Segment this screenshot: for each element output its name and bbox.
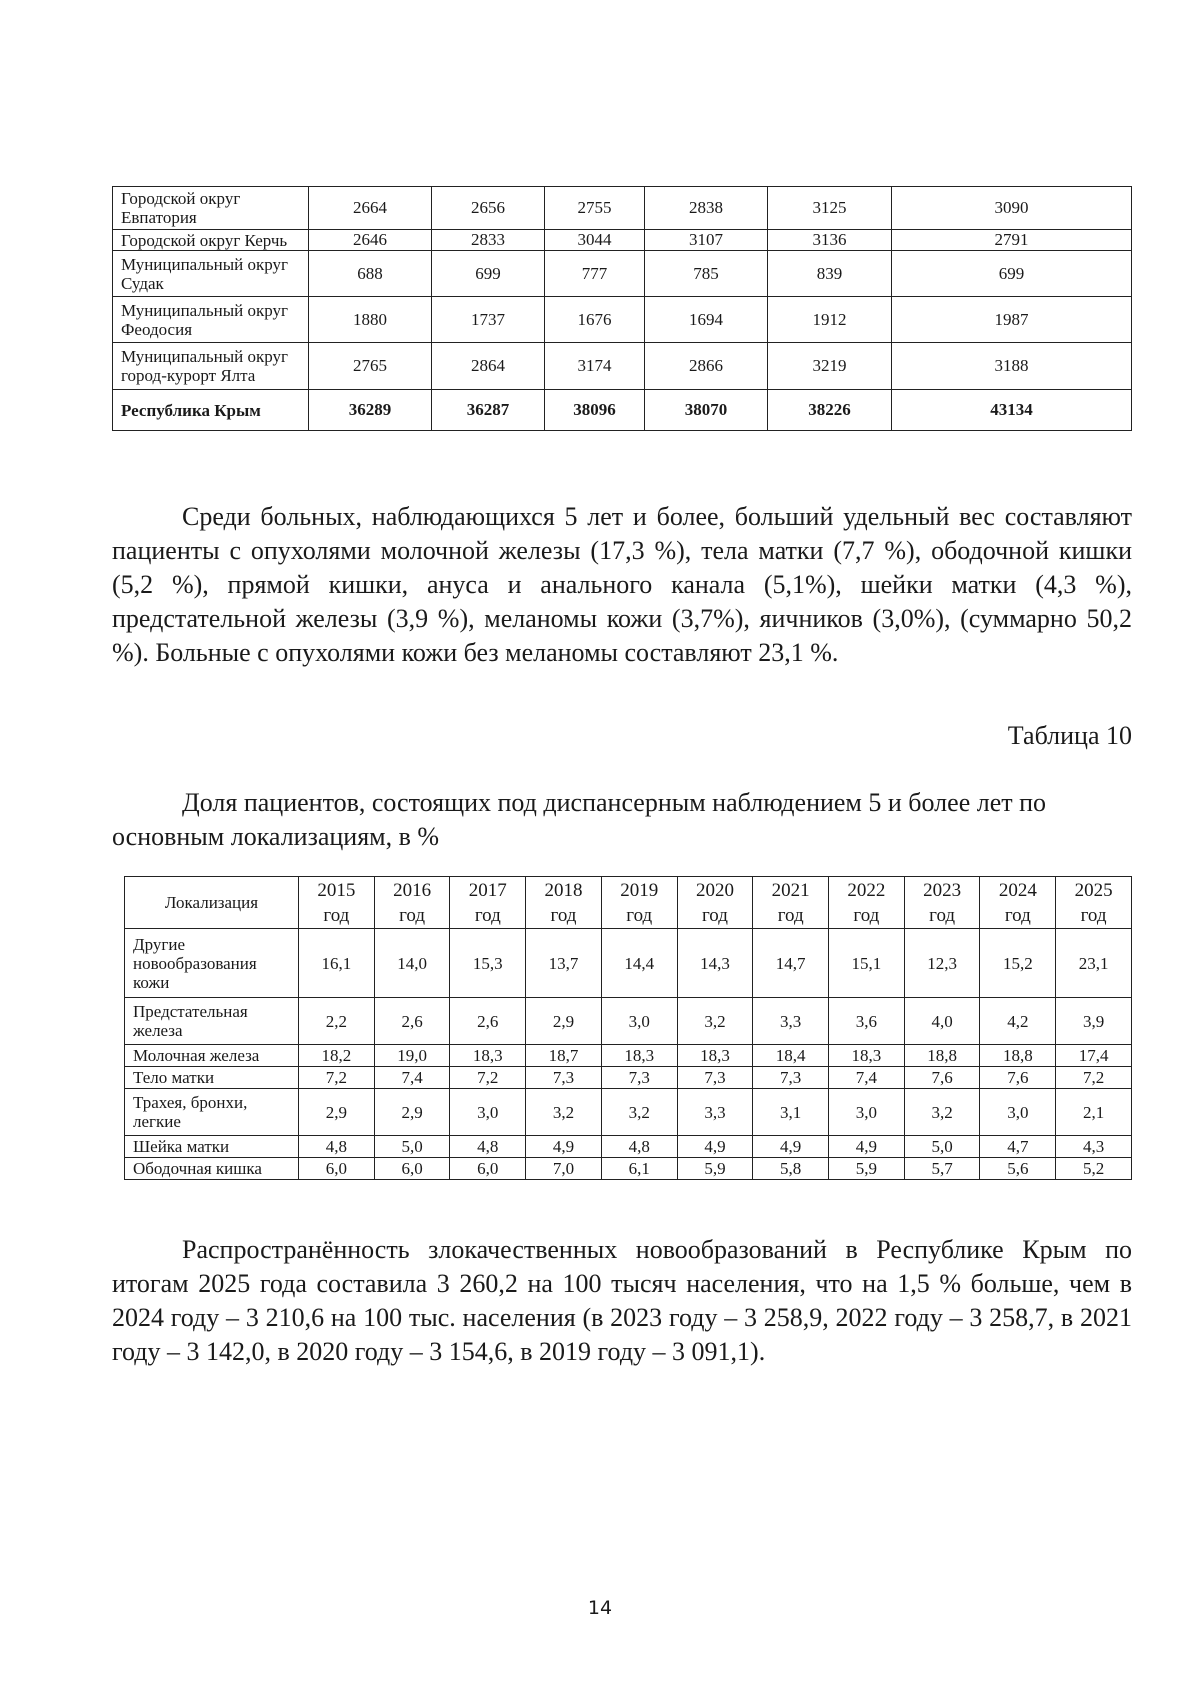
row-label: Муниципальный округ Судак bbox=[113, 251, 309, 297]
cell-value: 2,9 bbox=[299, 1089, 375, 1136]
cell-value: 7,6 bbox=[980, 1067, 1056, 1089]
cell-value: 5,0 bbox=[374, 1136, 450, 1158]
cell-value: 18,3 bbox=[677, 1045, 753, 1067]
cell-value: 4,3 bbox=[1056, 1136, 1132, 1158]
row-label: Предстательная железа bbox=[125, 998, 299, 1045]
cell-value: 38226 bbox=[768, 390, 892, 431]
cell-value: 2,1 bbox=[1056, 1089, 1132, 1136]
cell-value: 2755 bbox=[545, 187, 645, 230]
cell-value: 2791 bbox=[892, 230, 1132, 251]
table-row bbox=[125, 1158, 1132, 1180]
row-label: Городской округ Евпатория bbox=[113, 187, 309, 230]
paragraph-observation: Среди больных, наблюдающихся 5 лет и более, больший удельный вес составляют пациенты с опухолями молочной железы (17,3 %), тела матки (7,7 %), ободочной кишки (5,2 %), прямой кишки, ануса и анального канала (5,1%), шейки матки (4,3 %), предстательной железы (3,9 %), меланомы кожи (3,7%), яичников (3,0%), (суммарно 50,2 %). Больные с опухолями кожи без меланомы составляют 23,1 %. bbox=[112, 502, 1132, 667]
page-number: 14 bbox=[587, 1597, 613, 1619]
cell-value: 3,0 bbox=[601, 998, 677, 1045]
cell-value: 5,6 bbox=[980, 1158, 1056, 1180]
cell-value: 2,6 bbox=[374, 998, 450, 1045]
header-year: 2019 год bbox=[601, 877, 677, 929]
cell-value: 3125 bbox=[768, 187, 892, 230]
cell-value: 5,8 bbox=[753, 1158, 829, 1180]
cell-value: 7,3 bbox=[601, 1067, 677, 1089]
cell-value: 13,7 bbox=[526, 929, 602, 998]
cell-value: 1987 bbox=[892, 297, 1132, 343]
cell-value: 3,0 bbox=[450, 1089, 526, 1136]
cell-value: 38096 bbox=[545, 390, 645, 431]
table-caption: Доля пациентов, состоящих под диспансерным наблюдением 5 и более лет по основным локализациям, в % bbox=[112, 788, 1047, 851]
cell-value: 2,2 bbox=[299, 998, 375, 1045]
cell-value: 1694 bbox=[645, 297, 768, 343]
cell-value: 3188 bbox=[892, 343, 1132, 390]
cell-value: 3,2 bbox=[904, 1089, 980, 1136]
cell-value: 38070 bbox=[645, 390, 768, 431]
cell-value: 785 bbox=[645, 251, 768, 297]
localization-share-table bbox=[124, 876, 1132, 1180]
cell-value: 5,9 bbox=[829, 1158, 905, 1180]
cell-value: 3,2 bbox=[677, 998, 753, 1045]
table-row bbox=[113, 230, 1132, 251]
cell-value: 699 bbox=[892, 251, 1132, 297]
cell-value: 2,6 bbox=[450, 998, 526, 1045]
row-label: Городской округ Керчь bbox=[113, 230, 309, 251]
row-label: Тело матки bbox=[125, 1067, 299, 1089]
cell-value: 4,9 bbox=[677, 1136, 753, 1158]
cell-value: 839 bbox=[768, 251, 892, 297]
cell-value: 36287 bbox=[432, 390, 545, 431]
header-year: 2018 год bbox=[526, 877, 602, 929]
cell-value: 14,7 bbox=[753, 929, 829, 998]
cell-value: 3,9 bbox=[1056, 998, 1132, 1045]
table-number: Таблица 10 bbox=[1007, 721, 1132, 750]
cell-value: 3,2 bbox=[526, 1089, 602, 1136]
cell-value: 3,6 bbox=[829, 998, 905, 1045]
cell-value: 18,8 bbox=[904, 1045, 980, 1067]
cell-value: 3219 bbox=[768, 343, 892, 390]
header-year: 2022 год bbox=[829, 877, 905, 929]
cell-value: 12,3 bbox=[904, 929, 980, 998]
cell-value: 1737 bbox=[432, 297, 545, 343]
row-label: Республика Крым bbox=[113, 390, 309, 431]
cell-value: 23,1 bbox=[1056, 929, 1132, 998]
cell-value: 19,0 bbox=[374, 1045, 450, 1067]
table-row bbox=[113, 187, 1132, 230]
header-year: 2024 год bbox=[980, 877, 1056, 929]
table-row bbox=[125, 1045, 1132, 1067]
cell-value: 2864 bbox=[432, 343, 545, 390]
cell-value: 3,2 bbox=[601, 1089, 677, 1136]
cell-value: 18,8 bbox=[980, 1045, 1056, 1067]
cell-value: 5,2 bbox=[1056, 1158, 1132, 1180]
row-label: Другие новообразования кожи bbox=[125, 929, 299, 998]
cell-value: 2656 bbox=[432, 187, 545, 230]
cell-value: 7,6 bbox=[904, 1067, 980, 1089]
header-year: 2025 год bbox=[1056, 877, 1132, 929]
table-row bbox=[125, 929, 1132, 998]
cell-value: 15,3 bbox=[450, 929, 526, 998]
cell-value: 2838 bbox=[645, 187, 768, 230]
cell-value: 4,8 bbox=[601, 1136, 677, 1158]
cell-value: 4,8 bbox=[450, 1136, 526, 1158]
table-row bbox=[113, 297, 1132, 343]
row-label: Муниципальный округ Феодосия bbox=[113, 297, 309, 343]
regional-counts-table bbox=[112, 186, 1132, 431]
cell-value: 688 bbox=[309, 251, 432, 297]
cell-value: 4,7 bbox=[980, 1136, 1056, 1158]
header-year: 2015 год bbox=[299, 877, 375, 929]
cell-value: 1880 bbox=[309, 297, 432, 343]
cell-value: 1676 bbox=[545, 297, 645, 343]
cell-value: 18,3 bbox=[829, 1045, 905, 1067]
cell-value: 43134 bbox=[892, 390, 1132, 431]
table-row bbox=[125, 1089, 1132, 1136]
cell-value: 2765 bbox=[309, 343, 432, 390]
cell-value: 7,3 bbox=[526, 1067, 602, 1089]
cell-value: 18,2 bbox=[299, 1045, 375, 1067]
table-row bbox=[125, 1136, 1132, 1158]
cell-value: 18,4 bbox=[753, 1045, 829, 1067]
table-row bbox=[125, 998, 1132, 1045]
row-label: Муниципальный округ город-курорт Ялта bbox=[113, 343, 309, 390]
cell-value: 14,4 bbox=[601, 929, 677, 998]
cell-value: 4,2 bbox=[980, 998, 1056, 1045]
cell-value: 3,0 bbox=[829, 1089, 905, 1136]
row-label: Молочная железа bbox=[125, 1045, 299, 1067]
cell-value: 699 bbox=[432, 251, 545, 297]
header-year: 2021 год bbox=[753, 877, 829, 929]
cell-value: 15,1 bbox=[829, 929, 905, 998]
header-localization: Локализация bbox=[125, 877, 299, 929]
cell-value: 7,2 bbox=[450, 1067, 526, 1089]
table-row bbox=[113, 343, 1132, 390]
table-row bbox=[113, 251, 1132, 297]
table-row bbox=[125, 1067, 1132, 1089]
cell-value: 15,2 bbox=[980, 929, 1056, 998]
cell-value: 6,1 bbox=[601, 1158, 677, 1180]
header-year: 2023 год bbox=[904, 877, 980, 929]
cell-value: 6,0 bbox=[450, 1158, 526, 1180]
total-row bbox=[113, 390, 1132, 431]
cell-value: 3044 bbox=[545, 230, 645, 251]
cell-value: 3,1 bbox=[753, 1089, 829, 1136]
cell-value: 3,3 bbox=[677, 1089, 753, 1136]
cell-value: 3136 bbox=[768, 230, 892, 251]
cell-value: 5,9 bbox=[677, 1158, 753, 1180]
cell-value: 777 bbox=[545, 251, 645, 297]
cell-value: 4,0 bbox=[904, 998, 980, 1045]
cell-value: 18,3 bbox=[601, 1045, 677, 1067]
cell-value: 6,0 bbox=[299, 1158, 375, 1180]
cell-value: 7,2 bbox=[299, 1067, 375, 1089]
cell-value: 6,0 bbox=[374, 1158, 450, 1180]
cell-value: 4,9 bbox=[753, 1136, 829, 1158]
cell-value: 3,0 bbox=[980, 1089, 1056, 1136]
cell-value: 5,7 bbox=[904, 1158, 980, 1180]
header-year: 2016 год bbox=[374, 877, 450, 929]
cell-value: 17,4 bbox=[1056, 1045, 1132, 1067]
cell-value: 14,0 bbox=[374, 929, 450, 998]
cell-value: 7,4 bbox=[374, 1067, 450, 1089]
cell-value: 4,9 bbox=[526, 1136, 602, 1158]
cell-value: 7,3 bbox=[677, 1067, 753, 1089]
cell-value: 7,2 bbox=[1056, 1067, 1132, 1089]
cell-value: 2833 bbox=[432, 230, 545, 251]
cell-value: 7,4 bbox=[829, 1067, 905, 1089]
cell-value: 2,9 bbox=[374, 1089, 450, 1136]
cell-value: 4,8 bbox=[299, 1136, 375, 1158]
cell-value: 16,1 bbox=[299, 929, 375, 998]
cell-value: 18,7 bbox=[526, 1045, 602, 1067]
cell-value: 1912 bbox=[768, 297, 892, 343]
row-label: Трахея, бронхи, легкие bbox=[125, 1089, 299, 1136]
cell-value: 7,0 bbox=[526, 1158, 602, 1180]
cell-value: 2,9 bbox=[526, 998, 602, 1045]
table-header-row bbox=[125, 877, 1132, 929]
row-label: Шейка матки bbox=[125, 1136, 299, 1158]
cell-value: 36289 bbox=[309, 390, 432, 431]
cell-value: 3107 bbox=[645, 230, 768, 251]
cell-value: 2664 bbox=[309, 187, 432, 230]
cell-value: 3174 bbox=[545, 343, 645, 390]
cell-value: 2646 bbox=[309, 230, 432, 251]
header-year: 2020 год bbox=[677, 877, 753, 929]
row-label: Ободочная кишка bbox=[125, 1158, 299, 1180]
cell-value: 2866 bbox=[645, 343, 768, 390]
header-year: 2017 год bbox=[450, 877, 526, 929]
cell-value: 7,3 bbox=[753, 1067, 829, 1089]
cell-value: 5,0 bbox=[904, 1136, 980, 1158]
cell-value: 3090 bbox=[892, 187, 1132, 230]
cell-value: 4,9 bbox=[829, 1136, 905, 1158]
cell-value: 18,3 bbox=[450, 1045, 526, 1067]
cell-value: 14,3 bbox=[677, 929, 753, 998]
paragraph-prevalence: Распространённость злокачественных новообразований в Республике Крым по итогам 2025 года составила 3 260,2 на 100 тысяч населения, что на 1,5 % больше, чем в 2024 году – 3 210,6 на 100 тыс. населения (в 2023 году – 3 258,9, 2022 году – 3 258,7, в 2021 году – 3 142,0, в 2020 году – 3 154,6, в 2019 году – 3 091,1). bbox=[112, 1235, 1132, 1366]
cell-value: 3,3 bbox=[753, 998, 829, 1045]
